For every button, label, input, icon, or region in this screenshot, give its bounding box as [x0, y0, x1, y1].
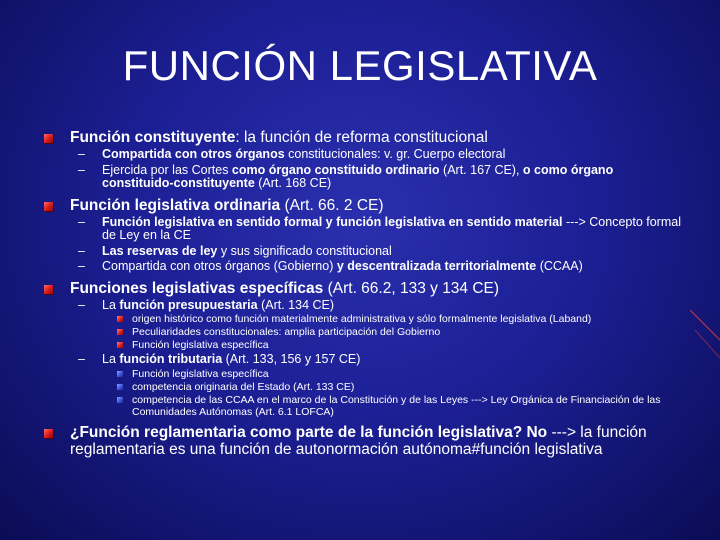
sub-bullet-text: función tributaria: [119, 352, 223, 366]
bullet-item: [44, 129, 684, 146]
sub-bullet-text: (CCAA): [536, 259, 583, 273]
square-bullet-icon: [117, 384, 123, 390]
bullet-text: ---> la función reglamentaria es una función de autonormación autónoma#función legislativa: [70, 423, 647, 458]
dash-bullet-icon: –: [78, 147, 85, 161]
square-bullet-icon: [117, 329, 123, 335]
bullet-heading: Función legislativa ordinaria: [70, 196, 281, 214]
sub-bullet-item: [44, 353, 684, 367]
bullet-heading: ¿Función reglamentaria como parte de la función legislativa? No: [70, 423, 548, 441]
sub-sub-bullet-text: Peculiaridades constitucionales: amplia participación del Gobierno: [132, 326, 441, 338]
dash-bullet-icon: –: [78, 243, 85, 258]
sub-bullet-item: [44, 216, 684, 243]
sub-bullet-text: ---> Concepto formal de Ley en la CE: [102, 214, 681, 242]
sub-bullet-text: (Art. 133, 156 y 157 CE): [222, 352, 361, 366]
sub-bullet-text: (Art. 134 CE): [257, 297, 335, 312]
sub-sub-bullet-text: Función legislativa específica: [132, 339, 269, 351]
sub-sub-bullet-item: [44, 368, 684, 380]
sub-bullet-item: [44, 148, 684, 162]
slide-title: FUNCIÓN LEGISLATIVA: [122, 42, 598, 89]
sub-bullet-text: (Art. 167 CE),: [439, 162, 523, 177]
decorative-corner-lines: [690, 300, 720, 380]
sub-sub-bullet-item: [44, 381, 684, 393]
bullet-text: (Art. 66. 2 CE): [280, 196, 384, 214]
sub-bullet-text: Compartida con otros órganos: [102, 147, 285, 161]
sub-bullet-text: (Art. 168 CE): [254, 176, 332, 190]
sub-sub-bullet-item: [44, 339, 684, 351]
square-bullet-icon: [117, 316, 123, 322]
sub-bullet-text: Las reservas de ley: [102, 243, 218, 258]
bullet-text: : la función de reforma constitucional: [235, 129, 488, 146]
sub-bullet-text: Compartida con otros órganos (Gobierno): [102, 259, 337, 273]
dash-bullet-icon: –: [78, 162, 85, 177]
sub-bullet-text: como órgano constituido ordinario: [231, 162, 440, 177]
bullet-heading: Función constituyente: [70, 129, 236, 146]
red-square-bullet-icon: [44, 285, 53, 294]
dash-bullet-icon: –: [78, 259, 85, 273]
sub-bullet-item: [44, 164, 684, 191]
sub-bullet-text: o como órgano constituido-constituyente: [102, 162, 614, 190]
bullet-item: [44, 280, 684, 297]
sub-sub-bullet-text: origen histórico como función materialmente administrativa y sólo formalmente legislativa (Laband): [132, 313, 592, 325]
bullet-item: [44, 424, 684, 458]
sub-bullet-item: [44, 260, 684, 274]
dash-bullet-icon: –: [78, 214, 85, 229]
square-bullet-icon: [117, 397, 123, 403]
square-bullet-icon: [117, 371, 123, 377]
red-square-bullet-icon: [44, 429, 53, 438]
sub-bullet-text: constitucionales: v. gr. Cuerpo electoral: [284, 147, 506, 161]
square-bullet-icon: [117, 342, 123, 348]
red-square-bullet-icon: [44, 134, 53, 143]
sub-sub-bullet-text: competencia originaria del Estado (Art. 133 CE): [132, 380, 355, 393]
sub-bullet-text: y sus significado constitucional: [217, 243, 392, 258]
bullet-text: (Art. 66.2, 133 y 134 CE): [323, 279, 500, 297]
sub-bullet-text: Ejercida por las Cortes: [102, 162, 232, 177]
sub-sub-bullet-text: Función legislativa específica: [132, 367, 269, 380]
slide-content: [44, 125, 684, 458]
bullet-item: [44, 197, 684, 214]
sub-bullet-text: Función legislativa en sentido formal y función legislativa en sentido material: [102, 214, 563, 229]
sub-bullet-item: [44, 299, 684, 313]
sub-bullet-text: y descentralizada territorialmente: [336, 259, 537, 273]
sub-bullet-item: [44, 245, 684, 259]
red-square-bullet-icon: [44, 202, 53, 211]
dash-bullet-icon: –: [78, 352, 85, 366]
sub-sub-bullet-text: competencia de las CCAA en el marco de la Constitución y de las Leyes ---> Ley Orgánica de Financiación de las Comunidades Autónomas (Art. 6.1 LOFCA): [132, 393, 661, 418]
sub-bullet-text: La: [102, 352, 120, 366]
sub-sub-bullet-item: [44, 394, 684, 418]
sub-sub-bullet-item: [44, 326, 684, 338]
sub-bullet-text: La: [102, 297, 120, 312]
sub-bullet-text: función presupuestaria: [119, 297, 258, 312]
sub-sub-bullet-item: [44, 313, 684, 325]
dash-bullet-icon: –: [78, 297, 85, 312]
bullet-heading: Funciones legislativas específicas: [70, 279, 324, 297]
